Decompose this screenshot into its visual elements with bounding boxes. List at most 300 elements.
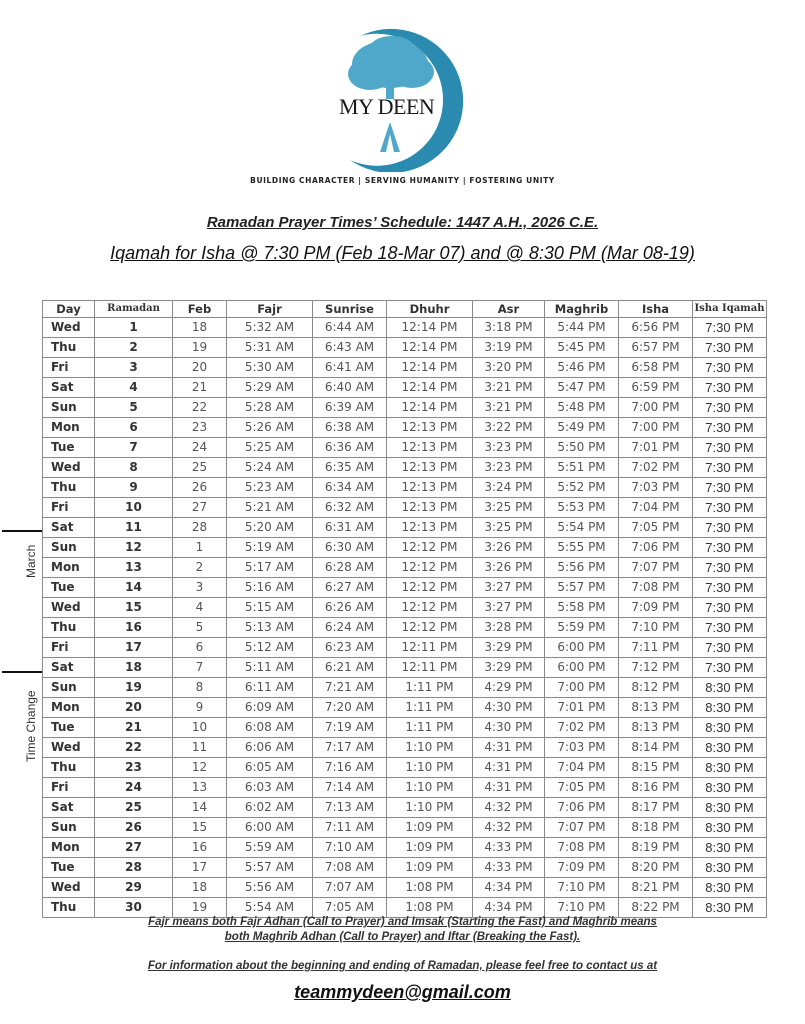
table-cell: Sat (43, 518, 95, 538)
table-cell: 6:00 PM (545, 658, 619, 678)
table-row (43, 758, 767, 778)
table-row (43, 538, 767, 558)
column-header: Dhuhr (387, 301, 473, 318)
table-cell: 5:12 AM (227, 638, 313, 658)
table-cell: 9 (95, 478, 173, 498)
table-cell: Wed (43, 318, 95, 338)
table-cell: 3:21 PM (473, 398, 545, 418)
table-cell: 7:08 AM (313, 858, 387, 878)
table-row (43, 618, 767, 638)
table-cell: 8:12 PM (619, 678, 693, 698)
table-cell: 4:31 PM (473, 738, 545, 758)
prayer-times-table (42, 300, 767, 918)
contact-email-link[interactable]: teammydeen@gmail.com (294, 982, 511, 1002)
table-cell: Fri (43, 498, 95, 518)
table-cell: 5:45 PM (545, 338, 619, 358)
table-cell: 7:00 PM (545, 678, 619, 698)
table-cell: Sat (43, 798, 95, 818)
table-cell: 7:12 PM (619, 658, 693, 678)
table-cell: 7:03 PM (619, 478, 693, 498)
table-cell: 4:29 PM (473, 678, 545, 698)
column-header: Sunrise (313, 301, 387, 318)
table-cell: 8:16 PM (619, 778, 693, 798)
table-cell: 5:49 PM (545, 418, 619, 438)
table-cell: 18 (173, 878, 227, 898)
table-cell: 8:30 PM (693, 898, 767, 918)
table-cell: 21 (173, 378, 227, 398)
table-cell: 6:31 AM (313, 518, 387, 538)
table-cell: 4:34 PM (473, 898, 545, 918)
table-cell: Tue (43, 578, 95, 598)
table-cell: 12:13 PM (387, 438, 473, 458)
table-cell: Wed (43, 738, 95, 758)
table-row (43, 378, 767, 398)
table-cell: 7:30 PM (693, 558, 767, 578)
table-cell: 5:54 AM (227, 898, 313, 918)
table-cell: Tue (43, 718, 95, 738)
table-cell: Wed (43, 458, 95, 478)
logo-wordmark: MY DEEN (339, 94, 435, 119)
table-cell: 4:31 PM (473, 778, 545, 798)
table-cell: 12:13 PM (387, 458, 473, 478)
table-cell: 7:14 AM (313, 778, 387, 798)
table-cell: 12:12 PM (387, 598, 473, 618)
fajr-note-line2: both Maghrib Adhan (Call to Prayer) and Iftar (Breaking the Fast). (224, 931, 581, 943)
table-cell: 6:38 AM (313, 418, 387, 438)
column-header: Asr (473, 301, 545, 318)
tagline: BUILDING CHARACTER | SERVING HUMANITY | FOSTERING UNITY (250, 176, 555, 185)
table-cell: 8:13 PM (619, 698, 693, 718)
table-cell: 7:04 PM (619, 498, 693, 518)
table-cell: 12:14 PM (387, 378, 473, 398)
table-cell: 3 (95, 358, 173, 378)
column-header: Day (43, 301, 95, 318)
table-cell: 12:14 PM (387, 318, 473, 338)
table-cell: 6:41 AM (313, 358, 387, 378)
table-cell: 14 (173, 798, 227, 818)
table-cell: 7:10 AM (313, 838, 387, 858)
table-cell: 20 (95, 698, 173, 718)
table-row (43, 798, 767, 818)
table-cell: Wed (43, 598, 95, 618)
table-cell: 5:28 AM (227, 398, 313, 418)
table-cell: 7:03 PM (545, 738, 619, 758)
table-cell: Sat (43, 378, 95, 398)
column-header: Isha Iqamah (693, 301, 767, 318)
table-cell: 6:03 AM (227, 778, 313, 798)
table-cell: 6:34 AM (313, 478, 387, 498)
table-cell: 8:20 PM (619, 858, 693, 878)
table-cell: 5:21 AM (227, 498, 313, 518)
table-cell: 7:21 AM (313, 678, 387, 698)
table-row (43, 598, 767, 618)
table-cell: 26 (95, 818, 173, 838)
table-cell: 8:30 PM (693, 858, 767, 878)
table-cell: 12:12 PM (387, 578, 473, 598)
table-cell: 5 (95, 398, 173, 418)
table-cell: 5:57 PM (545, 578, 619, 598)
table-cell: 13 (95, 558, 173, 578)
table-cell: 5:56 AM (227, 878, 313, 898)
table-cell: 7:30 PM (693, 538, 767, 558)
time-change-divider-line (2, 671, 42, 673)
table-cell: 7:11 PM (619, 638, 693, 658)
table-row (43, 658, 767, 678)
table-cell: 1:08 PM (387, 878, 473, 898)
table-cell: 3:26 PM (473, 558, 545, 578)
table-cell: 16 (173, 838, 227, 858)
table-cell: 5:16 AM (227, 578, 313, 598)
table-cell: 7:09 PM (619, 598, 693, 618)
table-row (43, 898, 767, 918)
table-cell: 4:31 PM (473, 758, 545, 778)
table-cell: 6:06 AM (227, 738, 313, 758)
table-cell: 7:13 AM (313, 798, 387, 818)
table-cell: 30 (95, 898, 173, 918)
table-cell: 8:30 PM (693, 838, 767, 858)
table-cell: 5:29 AM (227, 378, 313, 398)
column-header: Maghrib (545, 301, 619, 318)
table-cell: 28 (95, 858, 173, 878)
table-cell: 12:13 PM (387, 478, 473, 498)
table-cell: Sat (43, 658, 95, 678)
table-cell: 8:30 PM (693, 758, 767, 778)
table-cell: 7:30 PM (693, 518, 767, 538)
table-cell: 5:26 AM (227, 418, 313, 438)
table-cell: 7:07 PM (619, 558, 693, 578)
table-cell: 5:53 PM (545, 498, 619, 518)
table-cell: 6:27 AM (313, 578, 387, 598)
table-cell: 7:01 PM (619, 438, 693, 458)
table-cell: 7:30 PM (693, 438, 767, 458)
table-cell: 5:55 PM (545, 538, 619, 558)
table-cell: 6:40 AM (313, 378, 387, 398)
table-cell: 4:34 PM (473, 878, 545, 898)
table-cell: 3:18 PM (473, 318, 545, 338)
table-cell: 4:33 PM (473, 858, 545, 878)
table-cell: 6:26 AM (313, 598, 387, 618)
march-divider-line (2, 530, 42, 532)
table-cell: 5:44 PM (545, 318, 619, 338)
table-cell: 8 (173, 678, 227, 698)
table-row (43, 518, 767, 538)
table-cell: 3:23 PM (473, 458, 545, 478)
table-cell: 12:14 PM (387, 338, 473, 358)
table-row (43, 718, 767, 738)
table-cell: 5:58 PM (545, 598, 619, 618)
table-cell: 25 (95, 798, 173, 818)
table-cell: 19 (173, 898, 227, 918)
table-cell: 8:18 PM (619, 818, 693, 838)
table-cell: 8:14 PM (619, 738, 693, 758)
table-cell: 6:44 AM (313, 318, 387, 338)
table-cell: 3:25 PM (473, 518, 545, 538)
table-cell: 5:25 AM (227, 438, 313, 458)
table-cell: 7 (95, 438, 173, 458)
table-cell: 12:12 PM (387, 558, 473, 578)
table-cell: 1:10 PM (387, 798, 473, 818)
table-cell: 17 (95, 638, 173, 658)
table-cell: 11 (95, 518, 173, 538)
table-cell: 5:56 PM (545, 558, 619, 578)
table-cell: 1:11 PM (387, 698, 473, 718)
table-cell: 3:19 PM (473, 338, 545, 358)
table-cell: 26 (173, 478, 227, 498)
table-cell: Mon (43, 698, 95, 718)
table-cell: 4:30 PM (473, 718, 545, 738)
table-cell: Tue (43, 438, 95, 458)
table-cell: 1:10 PM (387, 758, 473, 778)
table-cell: 12:14 PM (387, 358, 473, 378)
table-cell: 10 (173, 718, 227, 738)
table-cell: 8:17 PM (619, 798, 693, 818)
table-cell: 13 (173, 778, 227, 798)
table-cell: 6:39 AM (313, 398, 387, 418)
table-cell: 5:59 AM (227, 838, 313, 858)
table-row (43, 638, 767, 658)
table-cell: 14 (95, 578, 173, 598)
table-cell: 3 (173, 578, 227, 598)
table-cell: 6:28 AM (313, 558, 387, 578)
table-cell: 5:20 AM (227, 518, 313, 538)
table-cell: 6:00 AM (227, 818, 313, 838)
table-row (43, 458, 767, 478)
table-cell: Sun (43, 818, 95, 838)
table-cell: 7:07 PM (545, 818, 619, 838)
table-cell: 5:57 AM (227, 858, 313, 878)
table-cell: 7:17 AM (313, 738, 387, 758)
table-cell: 6:58 PM (619, 358, 693, 378)
table-cell: 6:36 AM (313, 438, 387, 458)
iqamah-subtitle: Iqamah for Isha @ 7:30 PM (Feb 18-Mar 07) and @ 8:30 PM (Mar 08-19) (110, 243, 695, 263)
table-cell: 5:47 PM (545, 378, 619, 398)
table-row (43, 478, 767, 498)
table-cell: 1:09 PM (387, 838, 473, 858)
table-cell: 7:19 AM (313, 718, 387, 738)
table-cell: Mon (43, 418, 95, 438)
table-cell: 7:30 PM (693, 478, 767, 498)
table-cell: 5:19 AM (227, 538, 313, 558)
table-cell: 7 (173, 658, 227, 678)
table-cell: 12:13 PM (387, 498, 473, 518)
table-cell: 1:11 PM (387, 718, 473, 738)
table-cell: 18 (95, 658, 173, 678)
table-cell: 8:30 PM (693, 818, 767, 838)
table-cell: 1:08 PM (387, 898, 473, 918)
table-cell: 4:32 PM (473, 798, 545, 818)
table-cell: 24 (173, 438, 227, 458)
time-change-label: Time Change (24, 690, 38, 762)
table-cell: 1:10 PM (387, 738, 473, 758)
table-cell: 8:21 PM (619, 878, 693, 898)
table-cell: 7:30 PM (693, 418, 767, 438)
table-cell: 3:24 PM (473, 478, 545, 498)
table-cell: 12:13 PM (387, 418, 473, 438)
table-cell: 6:43 AM (313, 338, 387, 358)
table-cell: 2 (95, 338, 173, 358)
table-cell: 3:28 PM (473, 618, 545, 638)
table-cell: 7:04 PM (545, 758, 619, 778)
table-row (43, 398, 767, 418)
table-cell: 8:30 PM (693, 798, 767, 818)
table-cell: 9 (173, 698, 227, 718)
table-cell: 7:00 PM (619, 398, 693, 418)
table-row (43, 818, 767, 838)
column-header: Ramadan (95, 301, 173, 318)
table-cell: 5:24 AM (227, 458, 313, 478)
table-cell: 7:09 PM (545, 858, 619, 878)
table-cell: 7:30 PM (693, 338, 767, 358)
table-cell: Mon (43, 558, 95, 578)
table-cell: 1 (173, 538, 227, 558)
table-cell: 7:11 AM (313, 818, 387, 838)
table-row (43, 678, 767, 698)
table-cell: 5:52 PM (545, 478, 619, 498)
table-cell: 6:56 PM (619, 318, 693, 338)
table-cell: 7:08 PM (545, 838, 619, 858)
table-cell: 3:23 PM (473, 438, 545, 458)
table-cell: 7:01 PM (545, 698, 619, 718)
table-cell: 7:20 AM (313, 698, 387, 718)
table-cell: 23 (95, 758, 173, 778)
table-cell: 7:30 PM (693, 618, 767, 638)
table-cell: 3:27 PM (473, 598, 545, 618)
table-cell: 23 (173, 418, 227, 438)
column-header: Feb (173, 301, 227, 318)
table-cell: Thu (43, 758, 95, 778)
table-cell: 7:05 PM (619, 518, 693, 538)
table-cell: 12:14 PM (387, 398, 473, 418)
table-cell: 28 (173, 518, 227, 538)
table-cell: Tue (43, 858, 95, 878)
table-cell: Sun (43, 678, 95, 698)
table-cell: 1:09 PM (387, 858, 473, 878)
table-cell: 5:15 AM (227, 598, 313, 618)
table-cell: Thu (43, 478, 95, 498)
table-cell: 1:09 PM (387, 818, 473, 838)
table-cell: 8:22 PM (619, 898, 693, 918)
table-cell: Fri (43, 778, 95, 798)
page-title: Ramadan Prayer Times’ Schedule: 1447 A.H., 2026 C.E. (206, 214, 599, 231)
table-cell: 24 (95, 778, 173, 798)
table-cell: 12:11 PM (387, 638, 473, 658)
table-cell: Mon (43, 838, 95, 858)
table-row (43, 778, 767, 798)
table-cell: 6:23 AM (313, 638, 387, 658)
table-cell: 7:06 PM (545, 798, 619, 818)
table-cell: 7:16 AM (313, 758, 387, 778)
table-cell: 7:05 AM (313, 898, 387, 918)
table-cell: 8:30 PM (693, 718, 767, 738)
table-row (43, 858, 767, 878)
table-cell: 8:30 PM (693, 738, 767, 758)
table-cell: 6:30 AM (313, 538, 387, 558)
table-cell: 7:30 PM (693, 578, 767, 598)
table-cell: 6:21 AM (313, 658, 387, 678)
column-header: Fajr (227, 301, 313, 318)
table-cell: 6:02 AM (227, 798, 313, 818)
table-cell: 19 (95, 678, 173, 698)
table-cell: 5:51 PM (545, 458, 619, 478)
table-cell: 12 (95, 538, 173, 558)
table-cell: 6:32 AM (313, 498, 387, 518)
table-cell: 3:21 PM (473, 378, 545, 398)
table-cell: 7:08 PM (619, 578, 693, 598)
table-row (43, 838, 767, 858)
table-cell: 5:23 AM (227, 478, 313, 498)
table-cell: 7:30 PM (693, 378, 767, 398)
table-cell: 7:30 PM (693, 458, 767, 478)
table-cell: 4:30 PM (473, 698, 545, 718)
table-cell: 4 (173, 598, 227, 618)
table-cell: 7:10 PM (619, 618, 693, 638)
table-cell: 12:13 PM (387, 518, 473, 538)
table-cell: 8:15 PM (619, 758, 693, 778)
table-cell: 6:00 PM (545, 638, 619, 658)
table-cell: 4 (95, 378, 173, 398)
table-cell: 5:54 PM (545, 518, 619, 538)
table-cell: 8:19 PM (619, 838, 693, 858)
table-row (43, 318, 767, 338)
table-row (43, 498, 767, 518)
fajr-note-line1: Fajr means both Fajr Adhan (Call to Prayer) and Imsak (Starting the Fast) and Maghrib means (148, 916, 657, 928)
contact-note: For information about the beginning and ending of Ramadan, please feel free to contact us at (147, 960, 658, 972)
table-cell: Fri (43, 638, 95, 658)
table-cell: 5:32 AM (227, 318, 313, 338)
table-cell: 5:17 AM (227, 558, 313, 578)
table-cell: 4:33 PM (473, 838, 545, 858)
table-cell: 21 (95, 718, 173, 738)
table-cell: 7:05 PM (545, 778, 619, 798)
table-cell: 7:07 AM (313, 878, 387, 898)
table-row (43, 698, 767, 718)
table-cell: 5 (173, 618, 227, 638)
table-cell: 3:29 PM (473, 638, 545, 658)
table-cell: Sun (43, 538, 95, 558)
table-cell: 6:09 AM (227, 698, 313, 718)
table-cell: 6:24 AM (313, 618, 387, 638)
table-cell: 15 (95, 598, 173, 618)
table-cell: 6:05 AM (227, 758, 313, 778)
table-cell: 7:02 PM (619, 458, 693, 478)
table-cell: 5:30 AM (227, 358, 313, 378)
table-row (43, 338, 767, 358)
table-cell: 6:11 AM (227, 678, 313, 698)
table-cell: 3:20 PM (473, 358, 545, 378)
table-cell: 6:57 PM (619, 338, 693, 358)
table-cell: Thu (43, 618, 95, 638)
table-cell: 6:08 AM (227, 718, 313, 738)
table-cell: 7:30 PM (693, 358, 767, 378)
table-cell: 27 (173, 498, 227, 518)
table-cell: 8:30 PM (693, 878, 767, 898)
table-cell: 7:10 PM (545, 898, 619, 918)
table-cell: 7:10 PM (545, 878, 619, 898)
table-cell: 2 (173, 558, 227, 578)
table-cell: Fri (43, 358, 95, 378)
table-cell: 5:31 AM (227, 338, 313, 358)
table-cell: 10 (95, 498, 173, 518)
table-cell: 5:50 PM (545, 438, 619, 458)
table-cell: 12:12 PM (387, 618, 473, 638)
table-cell: 7:30 PM (693, 658, 767, 678)
table-row (43, 878, 767, 898)
table-cell: 5:46 PM (545, 358, 619, 378)
table-cell: 17 (173, 858, 227, 878)
table-cell: 7:06 PM (619, 538, 693, 558)
table-cell: 19 (173, 338, 227, 358)
table-cell: 15 (173, 818, 227, 838)
